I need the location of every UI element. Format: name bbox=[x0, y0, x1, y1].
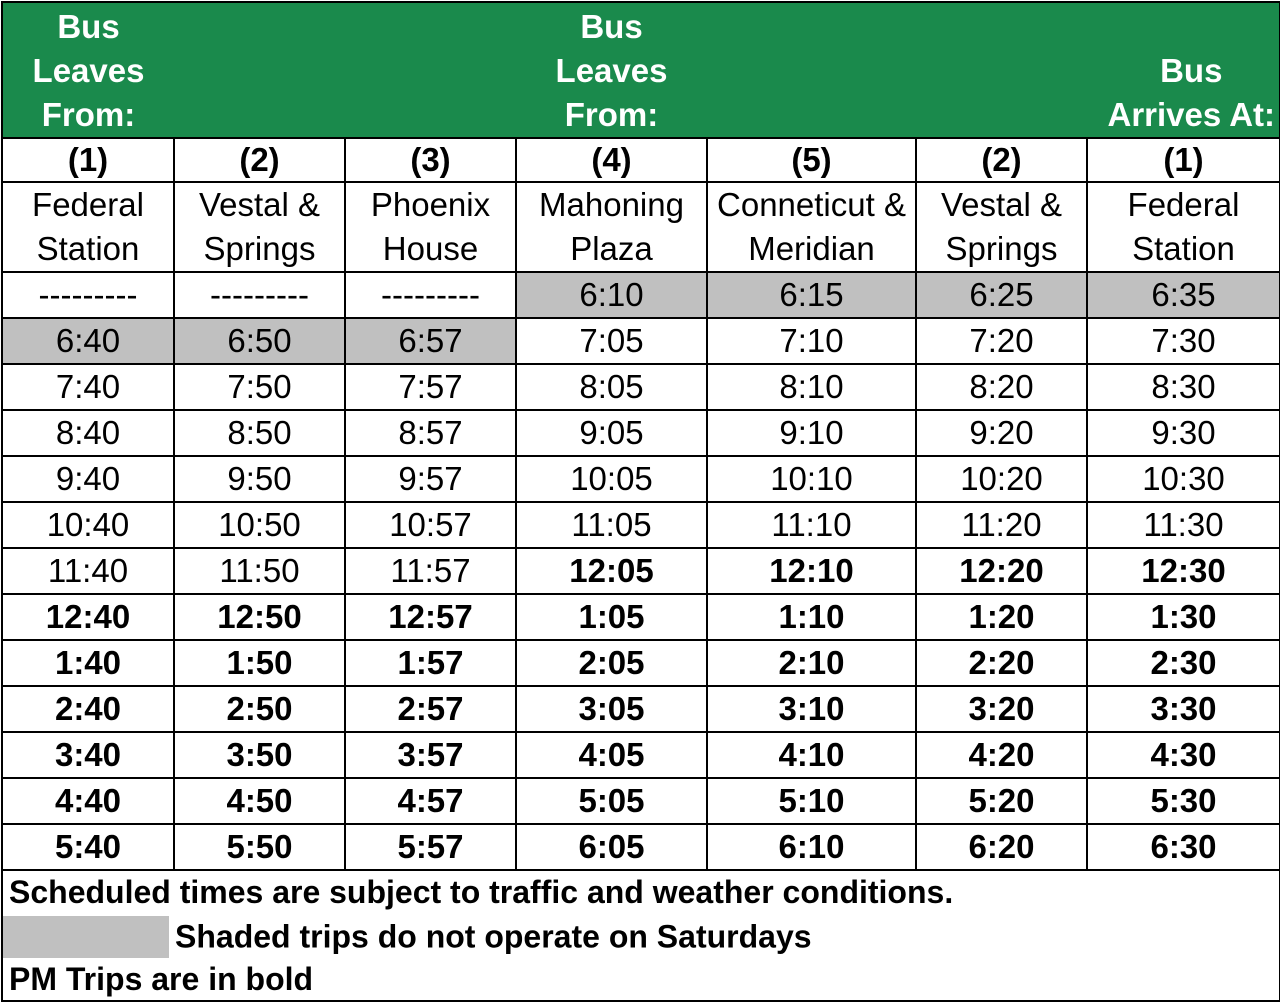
trip-time: 8:05 bbox=[516, 364, 707, 410]
stop-name: Mahoning Plaza bbox=[516, 182, 707, 272]
trip-time: 4:30 bbox=[1087, 732, 1280, 778]
trip-row bbox=[2, 732, 1280, 778]
trip-time: 2:57 bbox=[345, 686, 516, 732]
trip-row bbox=[2, 824, 1280, 870]
trip-time: 1:57 bbox=[345, 640, 516, 686]
trip-row bbox=[2, 456, 1280, 502]
header-line: Leaves bbox=[32, 52, 145, 89]
trip-time: --------- bbox=[2, 272, 174, 318]
trip-time: 11:10 bbox=[707, 502, 916, 548]
trip-time: 6:10 bbox=[707, 824, 916, 870]
note-shaded-cell bbox=[2, 913, 1280, 958]
trip-time: 5:20 bbox=[916, 778, 1087, 824]
trip-time: 6:57 bbox=[345, 318, 516, 364]
stop-name: Federal Station bbox=[1087, 182, 1280, 272]
note-row-shaded bbox=[2, 913, 1280, 958]
header-bus-leaves-4 bbox=[516, 2, 707, 138]
trip-time: 11:20 bbox=[916, 502, 1087, 548]
trip-row bbox=[2, 594, 1280, 640]
trip-time: 4:10 bbox=[707, 732, 916, 778]
stop-number-row bbox=[2, 138, 1280, 182]
trip-time: 8:10 bbox=[707, 364, 916, 410]
stop-number: (1) bbox=[1087, 138, 1280, 182]
trip-time: --------- bbox=[174, 272, 345, 318]
trip-time: 10:20 bbox=[916, 456, 1087, 502]
trip-time: 2:40 bbox=[2, 686, 174, 732]
trip-time: 8:20 bbox=[916, 364, 1087, 410]
trip-row bbox=[2, 502, 1280, 548]
trip-time: 7:20 bbox=[916, 318, 1087, 364]
trip-time: 6:35 bbox=[1087, 272, 1280, 318]
trip-time: 10:50 bbox=[174, 502, 345, 548]
header-spacer bbox=[174, 2, 345, 138]
trip-time: 9:10 bbox=[707, 410, 916, 456]
trip-time: 11:50 bbox=[174, 548, 345, 594]
header-spacer bbox=[916, 2, 1087, 138]
header-spacer bbox=[707, 2, 916, 138]
trip-time: 3:57 bbox=[345, 732, 516, 778]
trip-time: 4:57 bbox=[345, 778, 516, 824]
trip-time: 11:57 bbox=[345, 548, 516, 594]
trip-time: 3:30 bbox=[1087, 686, 1280, 732]
note-traffic: Scheduled times are subject to traffic and weather conditions. bbox=[2, 870, 1280, 913]
trip-time: 1:05 bbox=[516, 594, 707, 640]
trip-time: 2:05 bbox=[516, 640, 707, 686]
trip-time: 12:20 bbox=[916, 548, 1087, 594]
trip-time: 5:05 bbox=[516, 778, 707, 824]
trip-time: 11:05 bbox=[516, 502, 707, 548]
trip-time: 8:50 bbox=[174, 410, 345, 456]
trip-time: 1:10 bbox=[707, 594, 916, 640]
trip-time: 12:40 bbox=[2, 594, 174, 640]
trip-row bbox=[2, 318, 1280, 364]
trip-time: 10:57 bbox=[345, 502, 516, 548]
trip-time: 10:40 bbox=[2, 502, 174, 548]
trip-time: 9:20 bbox=[916, 410, 1087, 456]
trip-time: 7:10 bbox=[707, 318, 916, 364]
header-row bbox=[2, 2, 1280, 138]
trip-time: 5:10 bbox=[707, 778, 916, 824]
stop-name: Vestal & Springs bbox=[174, 182, 345, 272]
trip-time: 5:40 bbox=[2, 824, 174, 870]
trip-time: 2:10 bbox=[707, 640, 916, 686]
trip-time: 12:10 bbox=[707, 548, 916, 594]
trip-time: 5:57 bbox=[345, 824, 516, 870]
trip-time: 12:05 bbox=[516, 548, 707, 594]
stop-name-row bbox=[2, 182, 1280, 272]
trip-time: 4:20 bbox=[916, 732, 1087, 778]
trip-time: 4:50 bbox=[174, 778, 345, 824]
trip-time: 1:40 bbox=[2, 640, 174, 686]
note-row-pm bbox=[2, 958, 1280, 1001]
trip-time: 11:40 bbox=[2, 548, 174, 594]
stop-name: Conneticut & Meridian bbox=[707, 182, 916, 272]
trip-time: 9:30 bbox=[1087, 410, 1280, 456]
trip-row bbox=[2, 640, 1280, 686]
trip-time: 10:05 bbox=[516, 456, 707, 502]
trip-time: 3:40 bbox=[2, 732, 174, 778]
trip-time: 6:15 bbox=[707, 272, 916, 318]
trip-time: 8:57 bbox=[345, 410, 516, 456]
trip-time: 6:50 bbox=[174, 318, 345, 364]
note-row-traffic bbox=[2, 870, 1280, 913]
header-bus-arrives bbox=[1087, 2, 1280, 138]
trip-time: 6:20 bbox=[916, 824, 1087, 870]
stop-name: Phoenix House bbox=[345, 182, 516, 272]
trip-time: 1:20 bbox=[916, 594, 1087, 640]
trip-time: 6:40 bbox=[2, 318, 174, 364]
trip-time: 12:50 bbox=[174, 594, 345, 640]
trip-time: 12:30 bbox=[1087, 548, 1280, 594]
trip-row bbox=[2, 778, 1280, 824]
trip-time: 7:57 bbox=[345, 364, 516, 410]
trip-row bbox=[2, 272, 1280, 318]
trip-time: 7:05 bbox=[516, 318, 707, 364]
trip-time: 1:30 bbox=[1087, 594, 1280, 640]
trip-time: 7:40 bbox=[2, 364, 174, 410]
trip-time: 2:50 bbox=[174, 686, 345, 732]
trip-time: 6:05 bbox=[516, 824, 707, 870]
trip-time: 2:20 bbox=[916, 640, 1087, 686]
trip-row bbox=[2, 548, 1280, 594]
trip-time: 5:50 bbox=[174, 824, 345, 870]
header-line: Bus bbox=[580, 8, 643, 45]
trip-time: 3:05 bbox=[516, 686, 707, 732]
trip-row bbox=[2, 364, 1280, 410]
stop-number: (4) bbox=[516, 138, 707, 182]
trip-row bbox=[2, 686, 1280, 732]
trip-time: 2:30 bbox=[1087, 640, 1280, 686]
trip-time: 9:50 bbox=[174, 456, 345, 502]
schedule-table bbox=[1, 1, 1280, 1002]
trip-time: 7:50 bbox=[174, 364, 345, 410]
trip-time: 5:30 bbox=[1087, 778, 1280, 824]
trip-time: 9:40 bbox=[2, 456, 174, 502]
trip-time: 4:05 bbox=[516, 732, 707, 778]
trip-time: 12:57 bbox=[345, 594, 516, 640]
trip-time: 9:57 bbox=[345, 456, 516, 502]
header-line: From: bbox=[564, 96, 659, 133]
trip-time: 3:20 bbox=[916, 686, 1087, 732]
trip-time: 3:10 bbox=[707, 686, 916, 732]
stop-number: (2) bbox=[174, 138, 345, 182]
header-line: Arrives At: bbox=[1107, 96, 1275, 133]
trip-time: 6:25 bbox=[916, 272, 1087, 318]
stop-name: Federal Station bbox=[2, 182, 174, 272]
stop-number: (2) bbox=[916, 138, 1087, 182]
header-line: From: bbox=[41, 96, 136, 133]
trip-time: 6:30 bbox=[1087, 824, 1280, 870]
trip-time: 9:05 bbox=[516, 410, 707, 456]
header-line: Bus bbox=[57, 8, 120, 45]
trip-time: 7:30 bbox=[1087, 318, 1280, 364]
trip-time: 11:30 bbox=[1087, 502, 1280, 548]
note-pm: PM Trips are in bold bbox=[2, 958, 1280, 1001]
stop-number: (5) bbox=[707, 138, 916, 182]
trip-time: 4:40 bbox=[2, 778, 174, 824]
header-line: Leaves bbox=[555, 52, 668, 89]
header-line: Bus bbox=[1160, 52, 1223, 89]
trip-time: 8:40 bbox=[2, 410, 174, 456]
trip-time: 10:10 bbox=[707, 456, 916, 502]
note-shaded: Shaded trips do not operate on Saturdays bbox=[175, 918, 812, 955]
shade-swatch bbox=[3, 916, 169, 958]
stop-number: (1) bbox=[2, 138, 174, 182]
trip-time: 3:50 bbox=[174, 732, 345, 778]
trip-time: 8:30 bbox=[1087, 364, 1280, 410]
stop-name: Vestal & Springs bbox=[916, 182, 1087, 272]
trip-row bbox=[2, 410, 1280, 456]
trip-time: --------- bbox=[345, 272, 516, 318]
header-bus-leaves-1 bbox=[2, 2, 174, 138]
trip-time: 6:10 bbox=[516, 272, 707, 318]
header-spacer bbox=[345, 2, 516, 138]
trip-time: 1:50 bbox=[174, 640, 345, 686]
stop-number: (3) bbox=[345, 138, 516, 182]
trip-time: 10:30 bbox=[1087, 456, 1280, 502]
